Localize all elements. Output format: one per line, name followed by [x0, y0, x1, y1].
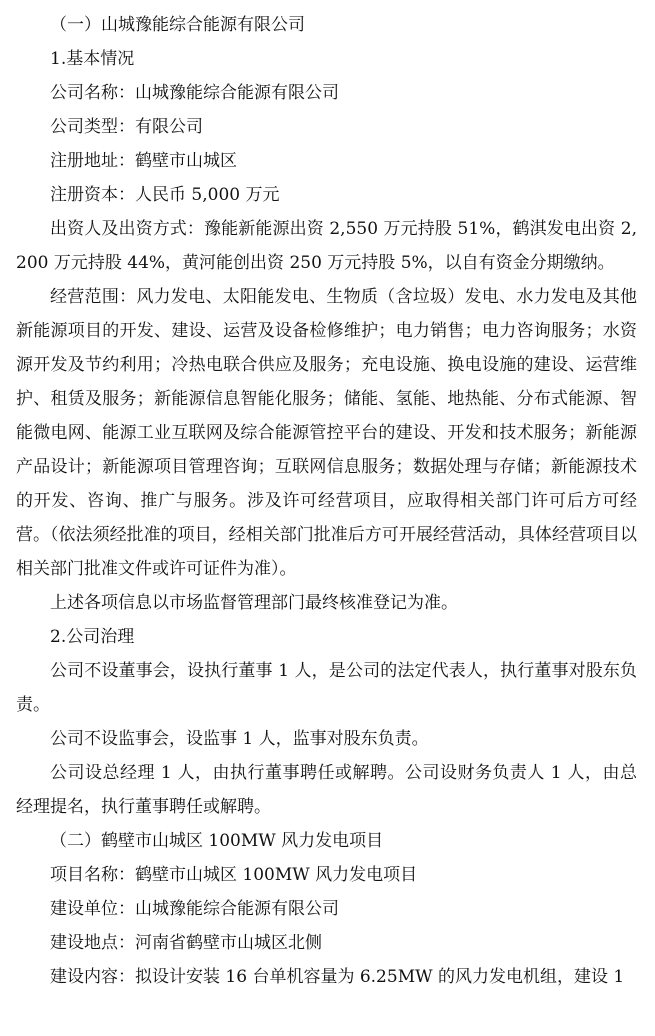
business-scope-paragraph: 经营范围：风力发电、太阳能发电、生物质（含垃圾）发电、水力发电及其他新能源项目的开发、建设、运营及设备检修维护；电力销售；电力咨询服务；水资源开发及节约利用；冷热电联合供应及服务；充电设施、换电设施的建设、运营维护、租赁及服务；新能源信息智能化服务；储能、氢能、地热能、分布式能源、智能微电网、能源工业互联网及综合能源管控平台的建设、开发和技术服务；新能源产品设计；新能源项目管理咨询；互联网信息服务；数据处理与存储；新能源技术的开发、咨询、推广与服务。涉及许可经营项目，应取得相关部门许可后方可经营。（依法须经批准的项目，经相关部门批准后方可开展经营活动，具体经营项目以相关部门批准文件或许可证件为准）。 — [16, 287, 637, 579]
subheading-governance: 2.公司治理 — [50, 627, 135, 647]
governance-manager-paragraph: 公司设总经理 1 人，由执行董事聘任或解聘。公司设财务负责人 1 人，由总经理提名，执行董事聘任或解聘。 — [16, 763, 637, 817]
governance-director-paragraph: 公司不设董事会，设执行董事 1 人，是公司的法定代表人，执行董事对股东负责。 — [16, 661, 637, 715]
section-heading-1: （一）山城豫能综合能源有限公司 — [50, 15, 305, 35]
company-name-line: 公司名称：山城豫能综合能源有限公司 — [50, 83, 339, 103]
section-heading-2: （二）鹤壁市山城区 100MW 风力发电项目 — [50, 831, 384, 851]
location-line: 建设地点：河南省鹤壁市山城区北侧 — [50, 933, 322, 953]
subheading-basic-info: 1.基本情况 — [50, 49, 135, 69]
reg-capital-line: 注册资本：人民币 5,000 万元 — [50, 185, 280, 205]
registration-note: 上述各项信息以市场监督管理部门最终核准登记为准。 — [50, 593, 458, 613]
builder-line: 建设单位：山城豫能综合能源有限公司 — [50, 899, 339, 919]
governance-supervisor-line: 公司不设监事会，设监事 1 人，监事对股东负责。 — [50, 729, 429, 749]
project-name-line: 项目名称：鹤壁市山城区 100MW 风力发电项目 — [50, 865, 418, 885]
reg-address-line: 注册地址：鹤壁市山城区 — [50, 151, 237, 171]
construction-content-line: 建设内容：拟设计安装 16 台单机容量为 6.25MW 的风力发电机组，建设 1 — [50, 967, 625, 987]
investment-paragraph: 出资人及出资方式：豫能新能源出资 2,550 万元持股 51%，鹤淇发电出资 2,200 万元持股 44%，黄河能创出资 250 万元持股 5%，以自有资金分期缴纳。 — [16, 219, 637, 273]
company-type-line: 公司类型：有限公司 — [50, 117, 203, 137]
